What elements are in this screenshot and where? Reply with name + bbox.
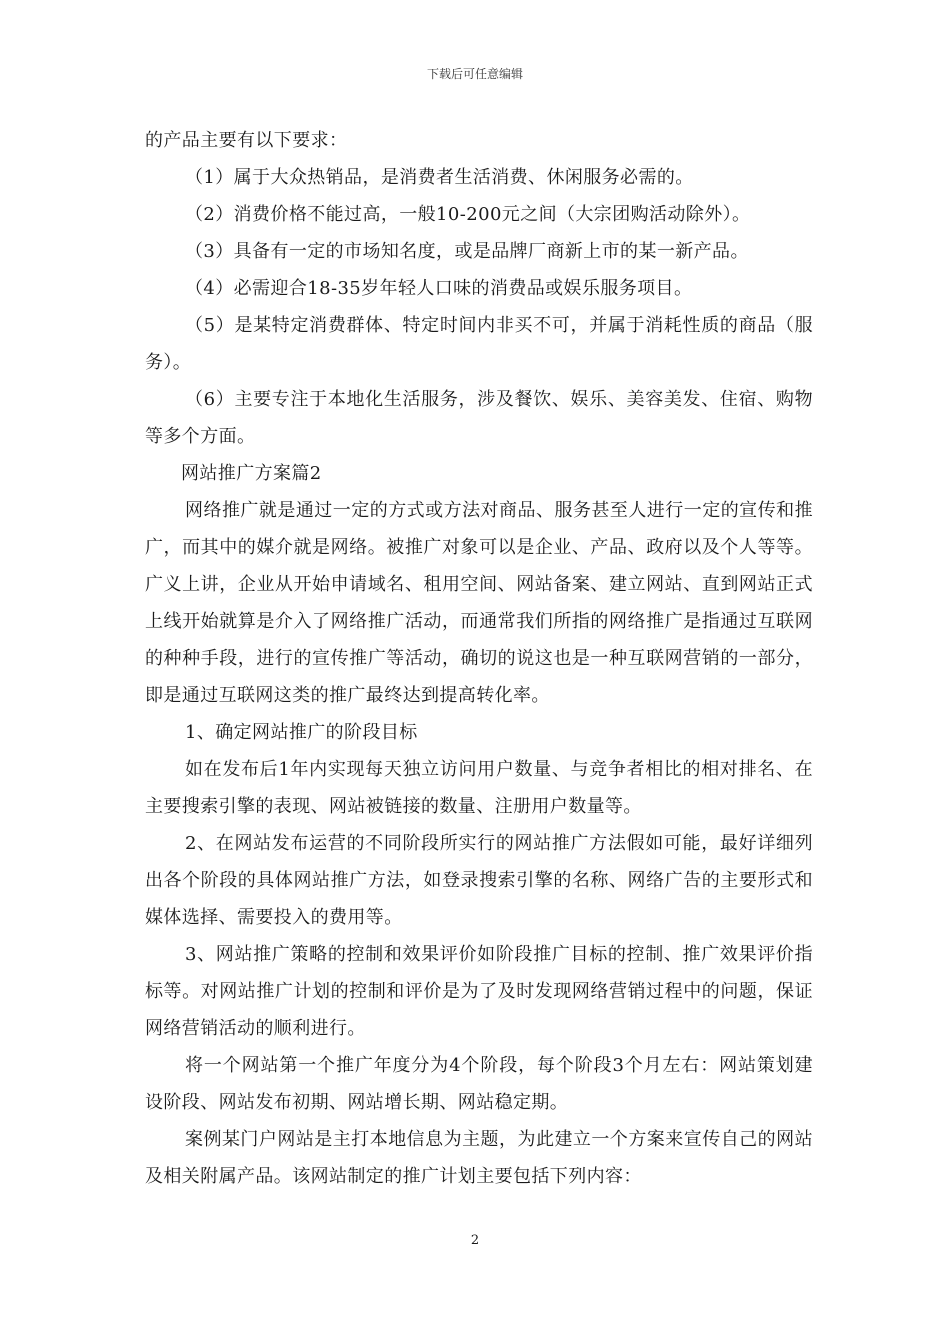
list-item: （6）主要专注于本地化生活服务，涉及餐饮、娱乐、美容美发、住宿、购物等多个方面。: [145, 389, 813, 447]
paragraph: 案例某门户网站是主打本地信息为主题，为此建立一个方案来宣传自己的网站及相关附属产品。该网站制定的推广计划主要包括下列内容：: [145, 1129, 813, 1187]
list-item: （4）必需迎合18-35岁年轻人口味的消费品或娱乐服务项目。: [185, 278, 693, 299]
subsection-heading: 1、确定网站推广的阶段目标: [185, 722, 418, 743]
page-header: 下载后可任意编辑: [426, 67, 523, 81]
paragraph: 将一个网站第一个推广年度分为4个阶段，每个阶段3个月左右：网站策划建设阶段、网站发布初期、网站增长期、网站稳定期。: [145, 1055, 813, 1113]
list-item: （2）消费价格不能过高，一般10-200元之间（大宗团购活动除外）。: [185, 204, 751, 225]
paragraph: 的产品主要有以下要求：: [145, 130, 348, 151]
list-item: （5）是某特定消费群体、特定时间内非买不可，并属于消耗性质的商品（服务）。: [145, 315, 813, 373]
page-number: 2: [470, 1233, 480, 1248]
paragraph: 如在发布后1年内实现每天独立访问用户数量、与竞争者相比的相对排名、在主要搜索引擎的表现、网站被链接的数量、注册用户数量等。: [145, 759, 813, 817]
paragraph: 2、在网站发布运营的不同阶段所实行的网站推广方法假如可能，最好详细列出各个阶段的具体网站推广方法，如登录搜索引擎的名称、网络广告的主要形式和媒体选择、需要投入的费用等。: [145, 833, 813, 928]
paragraph: 网络推广就是通过一定的方式或方法对商品、服务甚至人进行一定的宣传和推广，而其中的媒介就是网络。被推广对象可以是企业、产品、政府以及个人等等。广义上讲，企业从开始申请域名、租用空间、网站备案、建立网站、直到网站正式上线开始就算是介入了网络推广活动，而通常我们所指的网络推广是指通过互联网的种种手段，进行的宣传推广等活动，确切的说这也是一种互联网营销的一部分，即是通过互联网这类的推广最终达到提高转化率。: [145, 500, 813, 706]
paragraph: 3、网站推广策略的控制和效果评价如阶段推广目标的控制、推广效果评价指标等。对网站推广计划的控制和评价是为了及时发现网络营销过程中的问题，保证网络营销活动的顺利进行。: [145, 944, 813, 1039]
list-item: （3）具备有一定的市场知名度，或是品牌厂商新上市的某一新产品。: [185, 241, 749, 262]
list-item: （1）属于大众热销品，是消费者生活消费、休闲服务必需的。: [185, 167, 694, 188]
section-heading: 网站推广方案篇2: [181, 463, 322, 484]
document-body: [145, 122, 813, 1195]
